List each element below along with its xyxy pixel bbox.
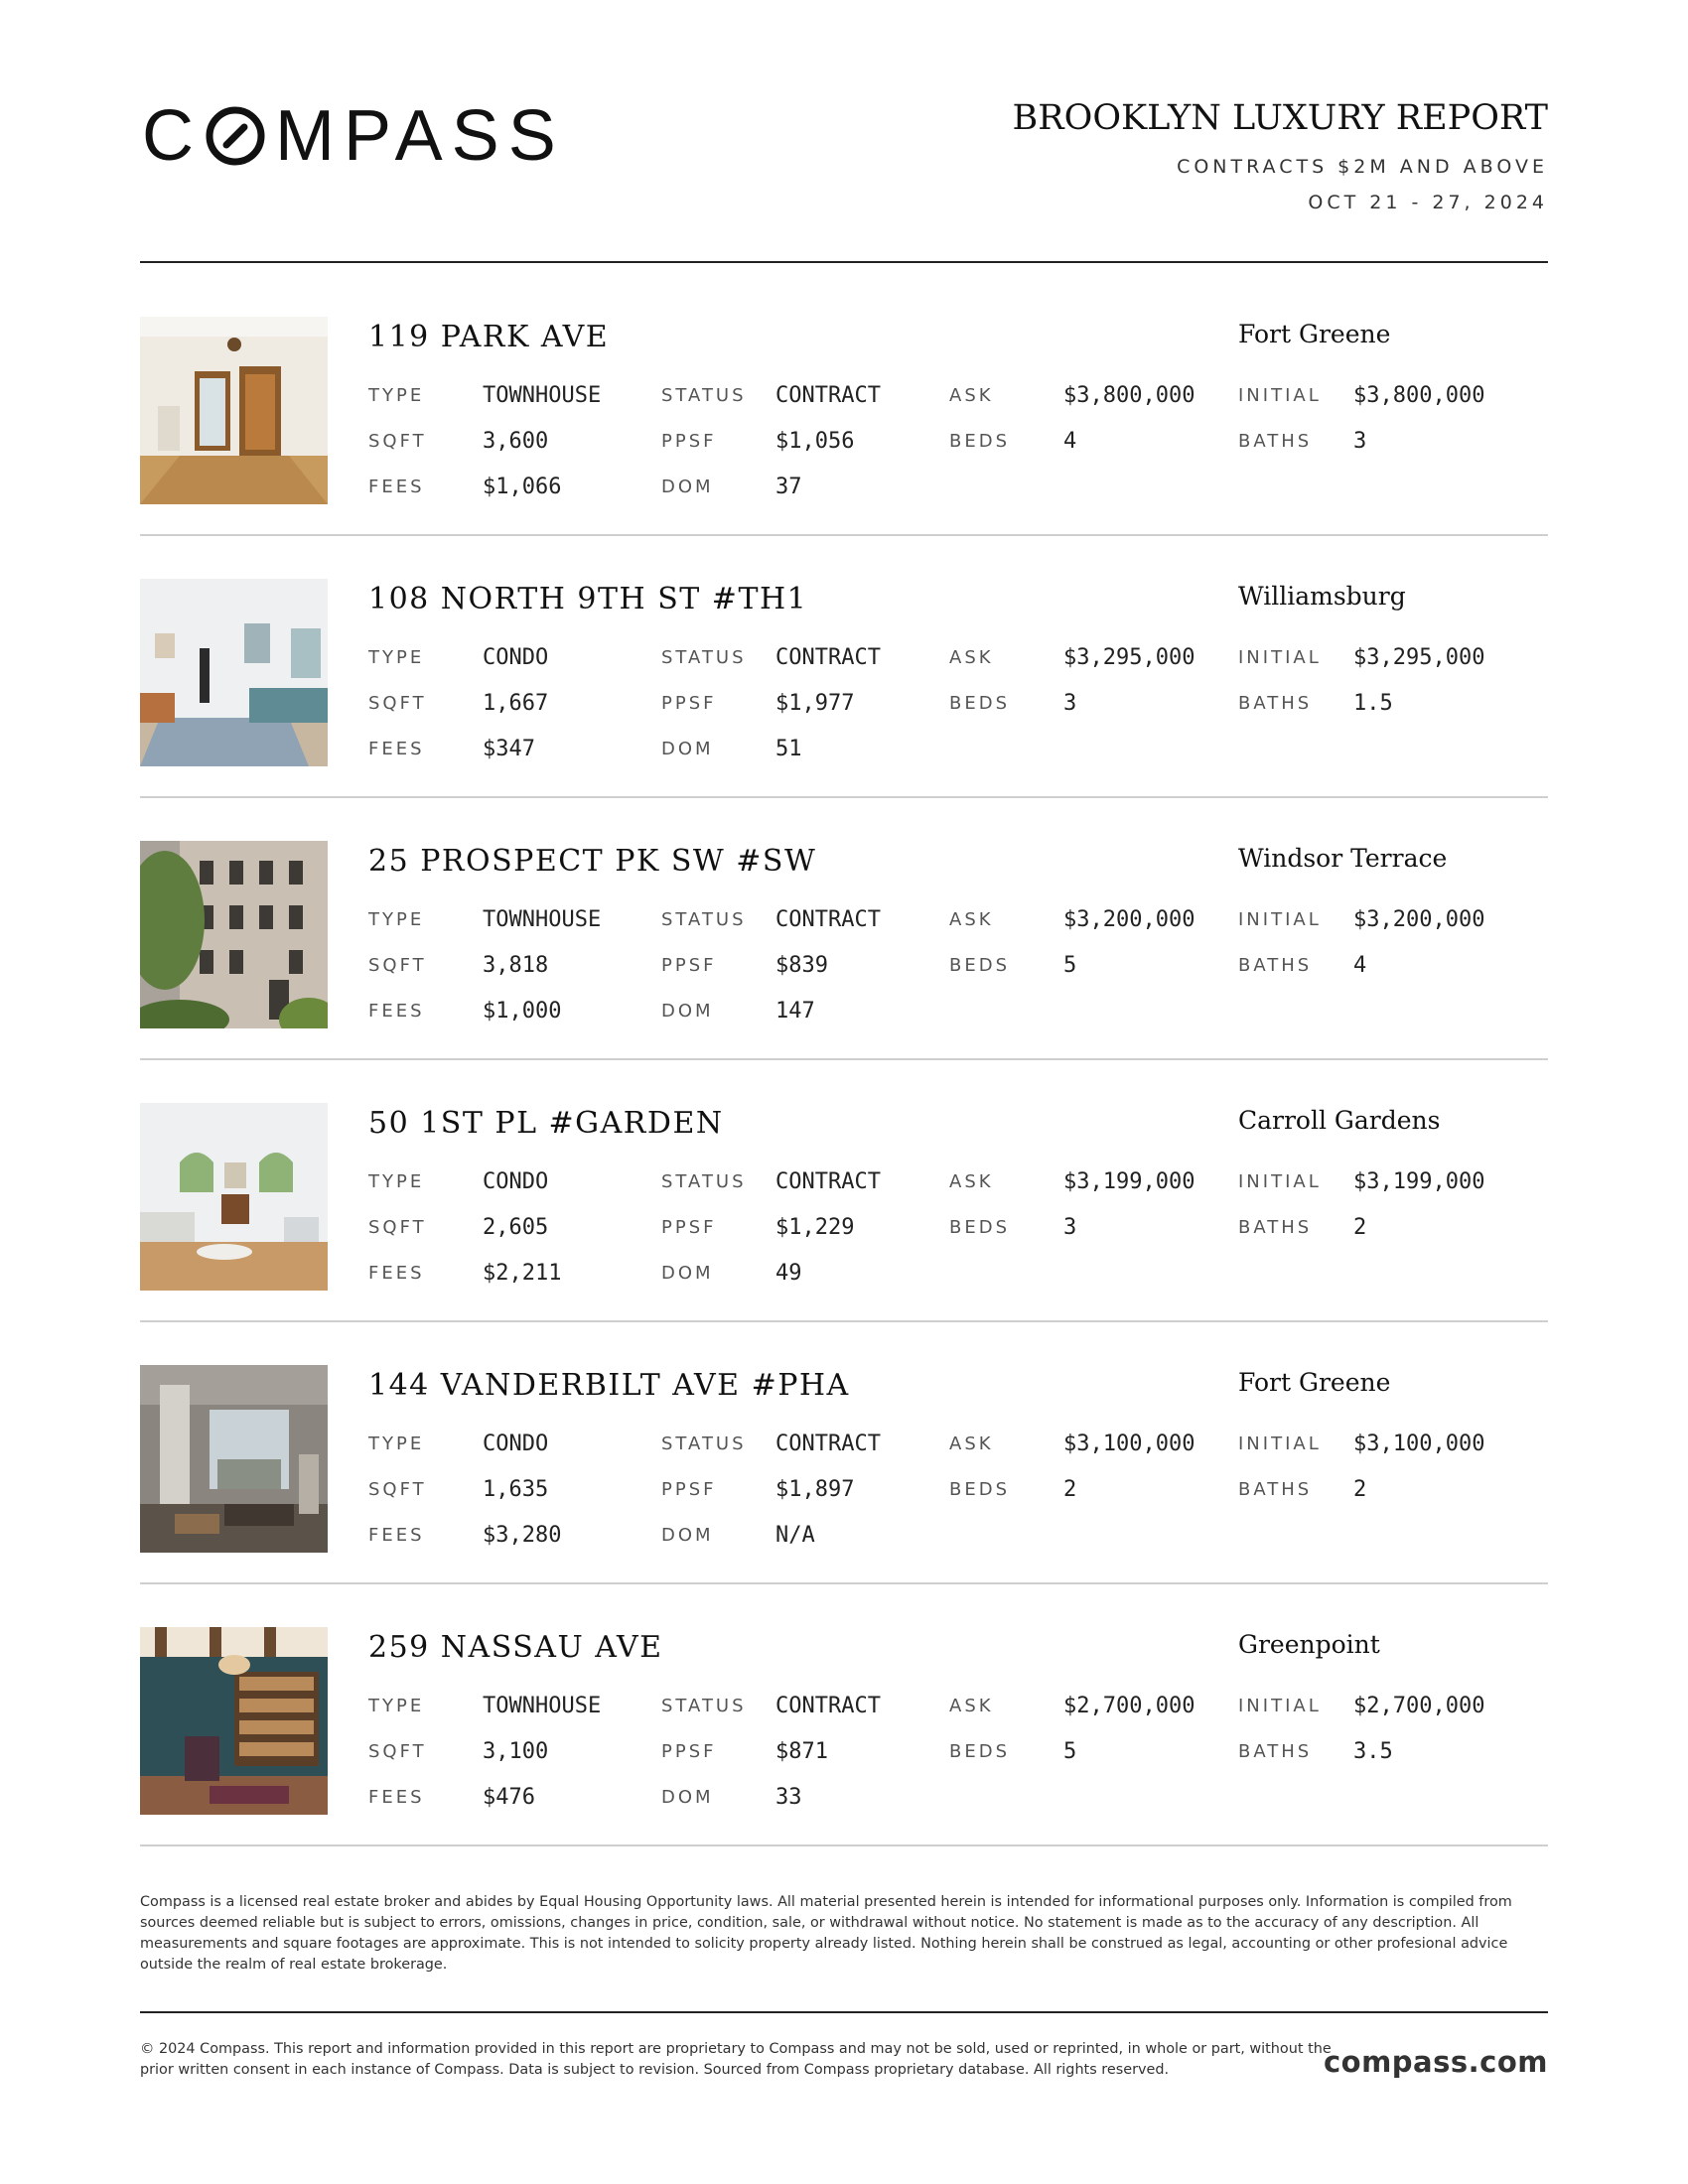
initial-label: INITIAL (1238, 909, 1322, 930)
initial-value: $3,295,000 (1353, 645, 1485, 670)
listing-address[interactable]: 50 1ST PL #GARDEN (368, 1106, 724, 1141)
copyright-text: © 2024 Compass. This report and information provided in this report are proprietary to Compass and may not be sold, used or reprinted, in whole or part, without the prior written consent in each instance of Compass. Data is subject to revision. Sourced from Compass proprietary database. All rights reserved. (140, 2041, 1332, 2078)
initial-value: $3,100,000 (1353, 1432, 1485, 1456)
baths-value: 3.5 (1353, 1739, 1393, 1764)
dom-label: DOM (661, 739, 714, 759)
report-subtitle: CONTRACTS $2M AND ABOVE (1177, 156, 1548, 178)
brownstone-facade-photo-image (140, 841, 328, 1028)
listing-neighborhood: Windsor Terrace (1238, 844, 1448, 873)
ask-label: ASK (949, 1171, 994, 1192)
beds-label: BEDS (949, 431, 1011, 452)
listing-card[interactable] (140, 806, 1548, 1068)
status-value: CONTRACT (775, 1694, 881, 1718)
type-label: TYPE (368, 647, 425, 668)
fees-label: FEES (368, 477, 425, 497)
initial-value: $3,200,000 (1353, 907, 1485, 932)
living-room-photo-image (140, 579, 328, 766)
type-label: TYPE (368, 1433, 425, 1454)
status-label: STATUS (661, 385, 747, 406)
initial-value: $2,700,000 (1353, 1694, 1485, 1718)
status-value: CONTRACT (775, 645, 881, 670)
baths-value: 2 (1353, 1215, 1367, 1240)
status-label: STATUS (661, 647, 747, 668)
website-link[interactable]: compass.com (1323, 2045, 1548, 2079)
sqft-label: SQFT (368, 693, 427, 714)
status-value: CONTRACT (775, 383, 881, 408)
ask-label: ASK (949, 1696, 994, 1716)
type-value: TOWNHOUSE (483, 907, 602, 932)
initial-label: INITIAL (1238, 1696, 1322, 1716)
type-value: TOWNHOUSE (483, 383, 602, 408)
fees-label: FEES (368, 1001, 425, 1022)
dom-value: 33 (775, 1785, 802, 1810)
type-value: TOWNHOUSE (483, 1694, 602, 1718)
listing-address[interactable]: 144 VANDERBILT AVE #PHA (368, 1368, 850, 1403)
ppsf-value: $1,056 (775, 429, 855, 454)
status-value: CONTRACT (775, 1432, 881, 1456)
status-value: CONTRACT (775, 1169, 881, 1194)
listing-address[interactable]: 119 PARK AVE (368, 320, 610, 354)
interior-hallway-photo-image (140, 317, 328, 504)
baths-label: BATHS (1238, 431, 1313, 452)
dom-value: 37 (775, 475, 802, 499)
listing-address[interactable]: 25 PROSPECT PK SW #SW (368, 844, 817, 879)
sqft-value: 1,635 (483, 1477, 549, 1502)
type-value: CONDO (483, 1432, 549, 1456)
fees-value: $2,211 (483, 1261, 562, 1286)
logo-letters-mpass: MPASS (275, 96, 565, 176)
listing-neighborhood: Williamsburg (1238, 582, 1406, 611)
baths-value: 4 (1353, 953, 1367, 978)
fees-value: $1,000 (483, 999, 562, 1024)
beds-value: 3 (1063, 691, 1077, 716)
status-label: STATUS (661, 1433, 747, 1454)
beds-value: 2 (1063, 1477, 1077, 1502)
beds-label: BEDS (949, 1479, 1011, 1500)
bright-living-room-photo-image (140, 1103, 328, 1291)
compass-logo (142, 96, 565, 176)
baths-label: BATHS (1238, 1479, 1313, 1500)
fees-label: FEES (368, 1525, 425, 1546)
status-label: STATUS (661, 909, 747, 930)
listing-divider (140, 1582, 1548, 1584)
ppsf-label: PPSF (661, 1741, 717, 1762)
sqft-label: SQFT (368, 431, 427, 452)
listing-address[interactable]: 108 NORTH 9TH ST #TH1 (368, 582, 808, 616)
living-room-photo[interactable] (140, 579, 328, 766)
type-label: TYPE (368, 1171, 425, 1192)
ppsf-value: $839 (775, 953, 828, 978)
ask-value: $3,100,000 (1063, 1432, 1196, 1456)
beds-label: BEDS (949, 693, 1011, 714)
fees-label: FEES (368, 739, 425, 759)
report-date-range: OCT 21 - 27, 2024 (1308, 192, 1548, 213)
ask-value: $3,199,000 (1063, 1169, 1196, 1194)
fees-value: $1,066 (483, 475, 562, 499)
listing-neighborhood: Greenpoint (1238, 1630, 1380, 1659)
beds-label: BEDS (949, 955, 1011, 976)
ask-label: ASK (949, 1433, 994, 1454)
listing-divider (140, 1320, 1548, 1322)
dom-value: 51 (775, 737, 802, 761)
ppsf-label: PPSF (661, 431, 717, 452)
beds-value: 4 (1063, 429, 1077, 454)
dom-label: DOM (661, 1001, 714, 1022)
listing-card[interactable] (140, 1330, 1548, 1592)
fees-value: $3,280 (483, 1523, 562, 1548)
beds-value: 5 (1063, 953, 1077, 978)
initial-label: INITIAL (1238, 1433, 1322, 1454)
bright-living-room-photo[interactable] (140, 1103, 328, 1291)
dom-label: DOM (661, 1263, 714, 1284)
ppsf-value: $1,977 (775, 691, 855, 716)
fees-value: $347 (483, 737, 535, 761)
ask-label: ASK (949, 909, 994, 930)
sqft-value: 3,100 (483, 1739, 549, 1764)
report-title: BROOKLYN LUXURY REPORT (1012, 98, 1548, 138)
ppsf-value: $1,897 (775, 1477, 855, 1502)
ppsf-label: PPSF (661, 1479, 717, 1500)
beds-value: 3 (1063, 1215, 1077, 1240)
disclaimer-text: Compass is a licensed real estate broker and abides by Equal Housing Opportunity laws. All material presented herein is intended for informational purposes only. Information is compiled from sources deemed reliable but is subject to errors, omissions, changes in price, condition, sale, or withdrawal without notice. No statement is made as to the accuracy of any description. All measurements and square footages are approximate. This is not intended to solicity property already listed. Nothing herein shall be construed as legal, accounting or other profesional advice outside the realm of real estate brokerage. (140, 1894, 1512, 1973)
status-value: CONTRACT (775, 907, 881, 932)
ppsf-label: PPSF (661, 955, 717, 976)
ask-label: ASK (949, 647, 994, 668)
beds-label: BEDS (949, 1741, 1011, 1762)
ask-value: $2,700,000 (1063, 1694, 1196, 1718)
listing-neighborhood: Fort Greene (1238, 1368, 1391, 1397)
dom-value: N/A (775, 1523, 815, 1548)
initial-value: $3,800,000 (1353, 383, 1485, 408)
initial-label: INITIAL (1238, 385, 1322, 406)
beds-label: BEDS (949, 1217, 1011, 1238)
baths-label: BATHS (1238, 1217, 1313, 1238)
sqft-value: 2,605 (483, 1215, 549, 1240)
dom-value: 147 (775, 999, 815, 1024)
listing-card[interactable] (140, 282, 1548, 544)
sqft-label: SQFT (368, 1217, 427, 1238)
listing-card[interactable] (140, 544, 1548, 806)
loft-living-room-photo-image (140, 1365, 328, 1553)
type-label: TYPE (368, 385, 425, 406)
fees-value: $476 (483, 1785, 535, 1810)
initial-label: INITIAL (1238, 1171, 1322, 1192)
type-label: TYPE (368, 909, 425, 930)
type-value: CONDO (483, 645, 549, 670)
listing-card[interactable] (140, 1592, 1548, 1854)
listing-divider (140, 534, 1548, 536)
listing-divider (140, 1058, 1548, 1060)
sqft-value: 3,600 (483, 429, 549, 454)
sqft-value: 3,818 (483, 953, 549, 978)
fees-label: FEES (368, 1263, 425, 1284)
ppsf-label: PPSF (661, 693, 717, 714)
beds-value: 5 (1063, 1739, 1077, 1764)
listing-card[interactable] (140, 1068, 1548, 1330)
status-label: STATUS (661, 1696, 747, 1716)
ask-label: ASK (949, 385, 994, 406)
report-header (140, 94, 1548, 263)
header-divider (140, 261, 1548, 263)
sqft-label: SQFT (368, 1479, 427, 1500)
listing-neighborhood: Carroll Gardens (1238, 1106, 1441, 1135)
listing-neighborhood: Fort Greene (1238, 320, 1391, 348)
dom-label: DOM (661, 1525, 714, 1546)
ask-value: $3,800,000 (1063, 383, 1196, 408)
listing-divider (140, 1844, 1548, 1846)
loft-living-room-photo[interactable] (140, 1365, 328, 1553)
dom-value: 49 (775, 1261, 802, 1286)
ask-value: $3,200,000 (1063, 907, 1196, 932)
baths-value: 1.5 (1353, 691, 1393, 716)
type-value: CONDO (483, 1169, 549, 1194)
baths-value: 2 (1353, 1477, 1367, 1502)
ask-value: $3,295,000 (1063, 645, 1196, 670)
logo-letter-c: C (142, 96, 203, 176)
compass-o-icon (205, 105, 266, 167)
library-room-photo-image (140, 1627, 328, 1815)
status-label: STATUS (661, 1171, 747, 1192)
baths-label: BATHS (1238, 693, 1313, 714)
ppsf-label: PPSF (661, 1217, 717, 1238)
type-label: TYPE (368, 1696, 425, 1716)
listing-divider (140, 796, 1548, 798)
initial-label: INITIAL (1238, 647, 1322, 668)
ppsf-value: $871 (775, 1739, 828, 1764)
fees-label: FEES (368, 1787, 425, 1808)
sqft-label: SQFT (368, 955, 427, 976)
dom-label: DOM (661, 1787, 714, 1808)
interior-hallway-photo[interactable] (140, 317, 328, 504)
listing-address[interactable]: 259 NASSAU AVE (368, 1630, 663, 1665)
baths-value: 3 (1353, 429, 1367, 454)
report-page (140, 0, 1548, 2184)
library-room-photo[interactable] (140, 1627, 328, 1815)
footer-divider (140, 2011, 1548, 2013)
sqft-value: 1,667 (483, 691, 549, 716)
brownstone-facade-photo[interactable] (140, 841, 328, 1028)
sqft-label: SQFT (368, 1741, 427, 1762)
dom-label: DOM (661, 477, 714, 497)
baths-label: BATHS (1238, 1741, 1313, 1762)
initial-value: $3,199,000 (1353, 1169, 1485, 1194)
baths-label: BATHS (1238, 955, 1313, 976)
ppsf-value: $1,229 (775, 1215, 855, 1240)
